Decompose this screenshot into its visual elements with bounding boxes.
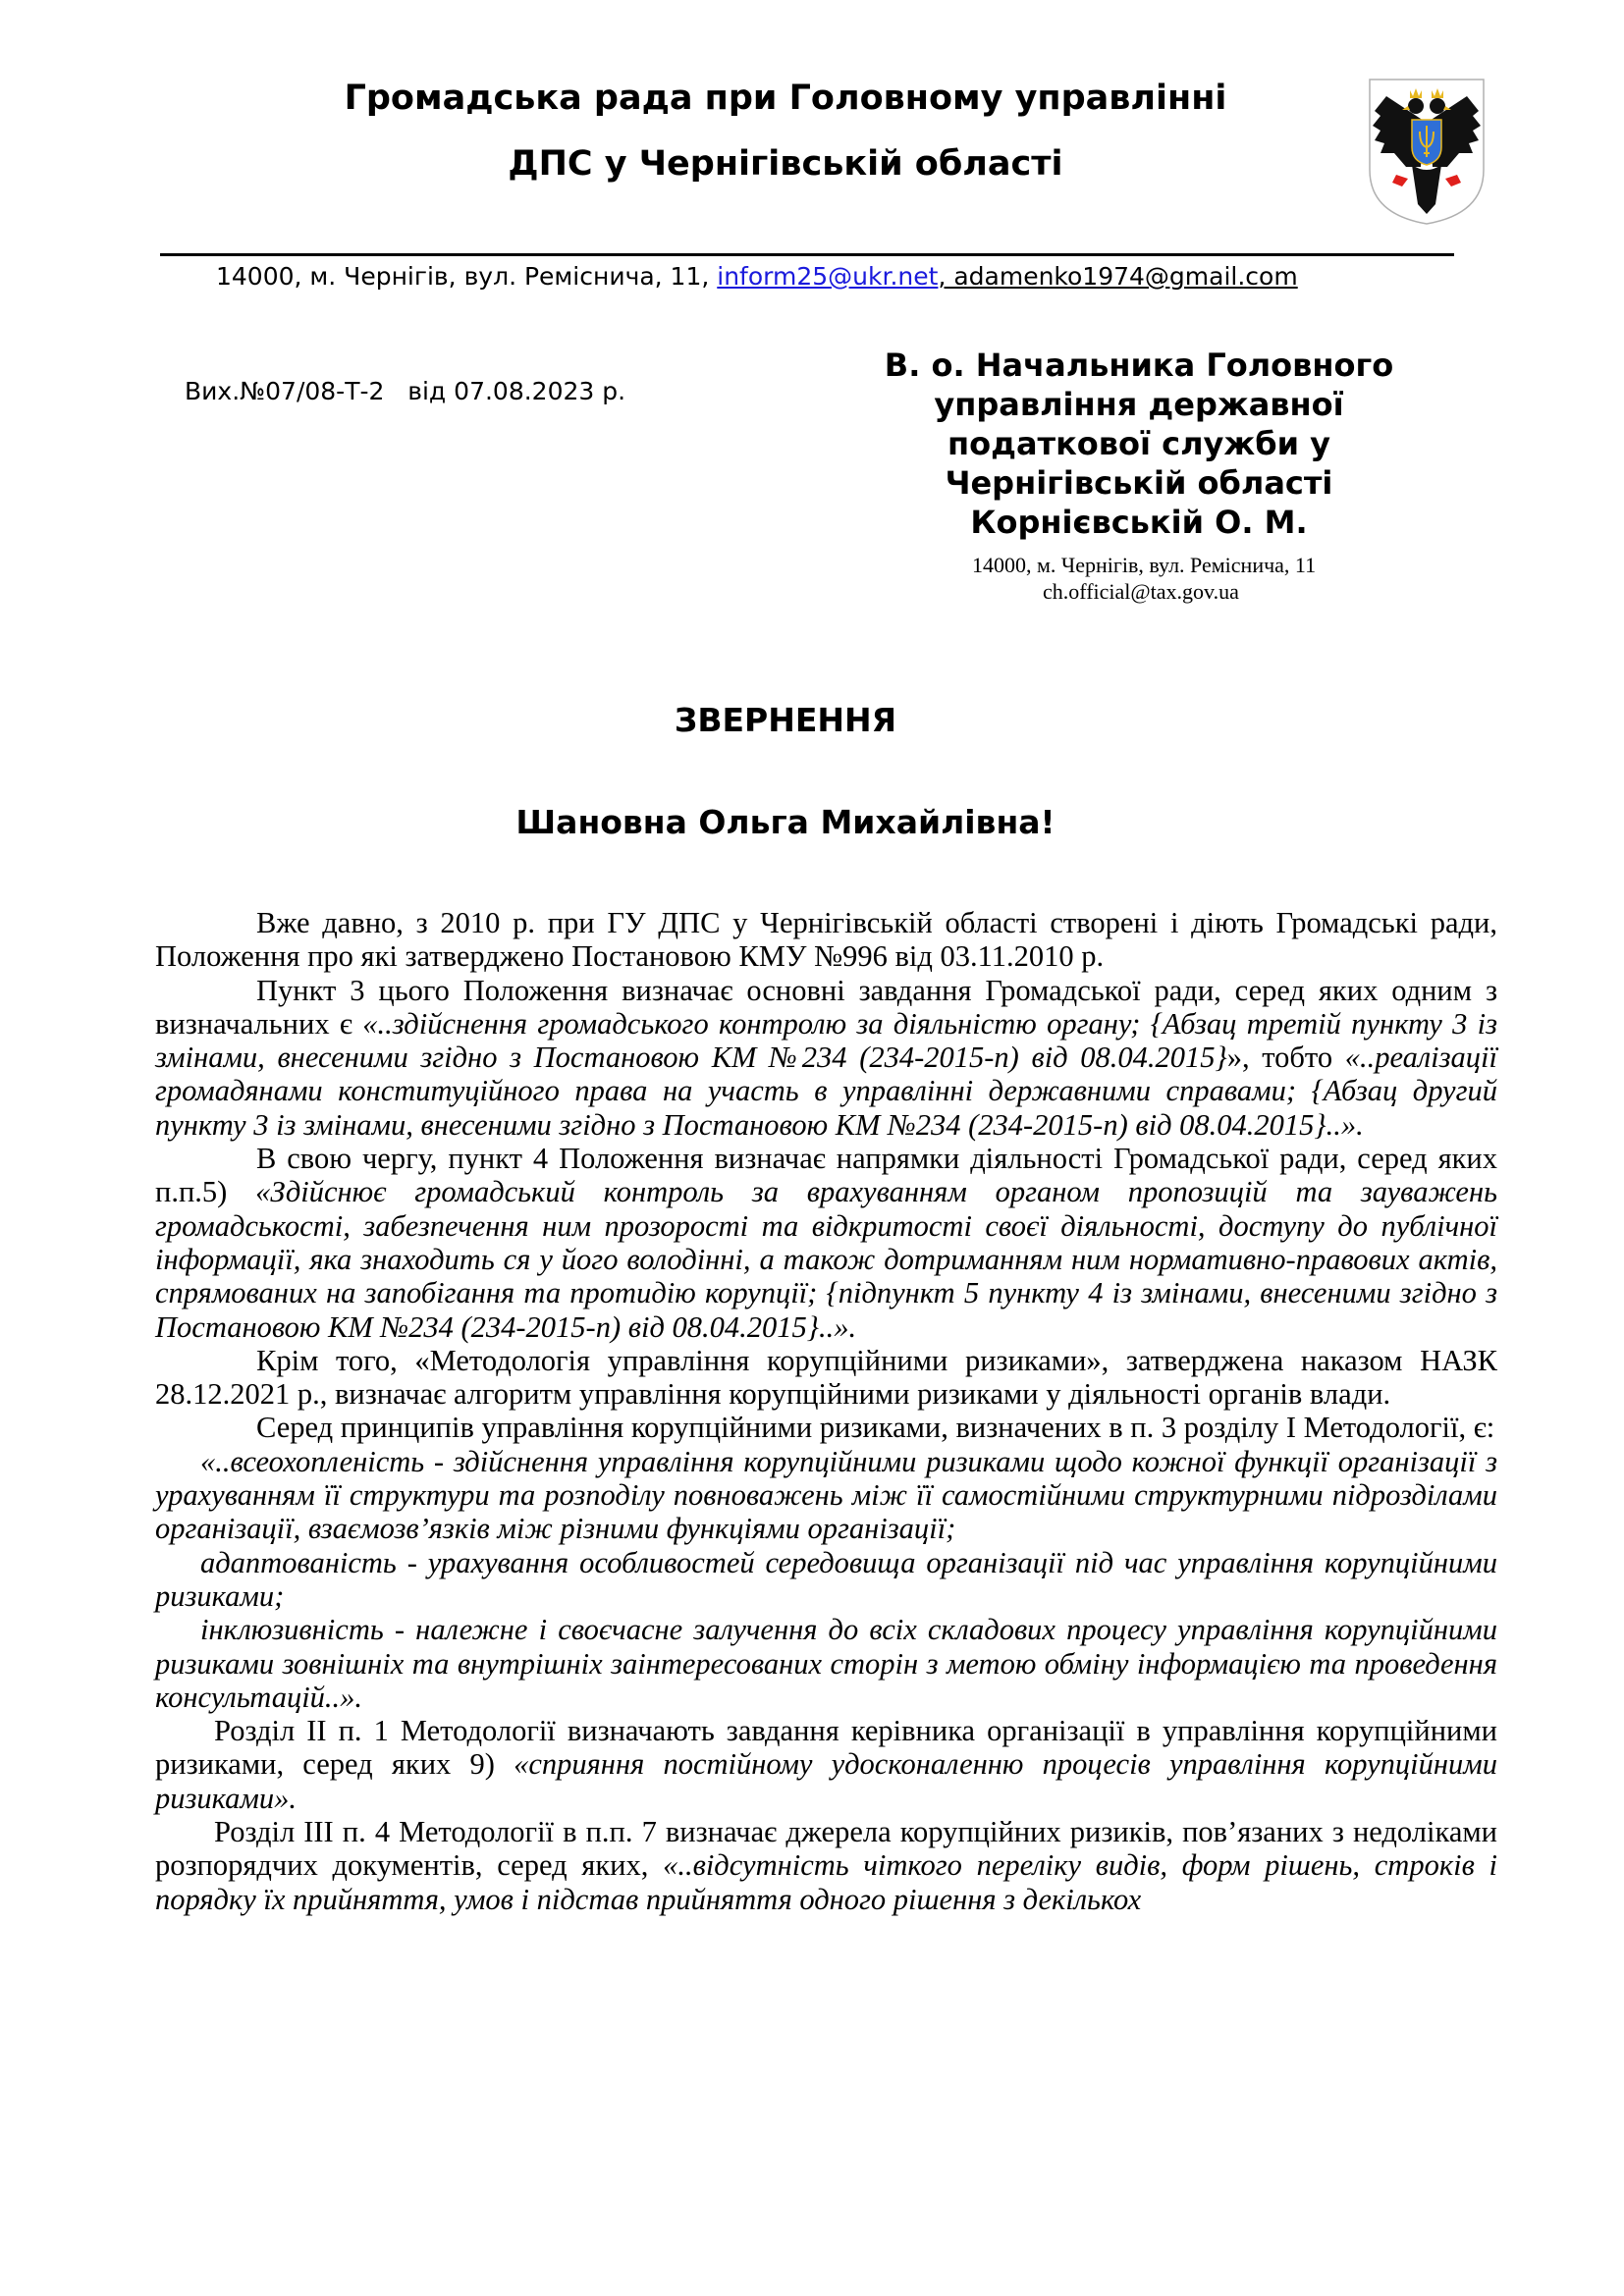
outgoing-reference: Вих.№07/08-Т-2 від 07.08.2023 р. bbox=[185, 377, 626, 405]
quote: «..відсутність чіткого переліку видів, форм рішень, строків і порядку їх прийняття, умов і підстав прийняття одного рішення з декількох bbox=[155, 1848, 1497, 1916]
quote-paragraph: «..всеохопленість - здійснення управління корупційними ризиками щодо кожної функції організації з урахуванням її структури та розподілу повноважень між її самостійними структурними підрозділами організації, взаємозв’язків між різними функціями організації; bbox=[155, 1444, 1497, 1546]
contact-address: 14000, м. Чернігів, вул. Реміснича, 11, bbox=[216, 262, 718, 291]
paragraph: Вже давно, з 2010 р. при ГУ ДПС у Чернігівській області створені і діють Громадські ради, Положення про які затверджено Постановою КМУ №996 від 03.11.2010 р. bbox=[155, 906, 1497, 974]
paragraph: Пункт 3 цього Положення визначає основні завдання Громадської ради, серед яких одним з визначальних є «..здійснення громадського контролю за діяльністю органу; {Абзац третій пункту 3 із змінами, внесеними згідно з Постановою КМ №234 (234-2015-п) від 08.04.2015}», тобто «..реалізації громадянами конституційного права на участь в управлінні державними справами; {Абзац другий пункту 3 із змінами, внесеними згідно з Постановою КМ №234 (234-2015-п) від 08.04.2015}..». bbox=[155, 973, 1498, 1142]
addressee-line: податкової служби у bbox=[947, 425, 1330, 462]
addressee-line: В. о. Начальника Головного bbox=[884, 347, 1394, 384]
addressee-email: ch.official@tax.gov.ua bbox=[1043, 579, 1239, 604]
organization-name-line2: ДПС у Чернігівській області bbox=[508, 144, 1063, 184]
salutation: Шановна Ольга Михайлівна! bbox=[515, 803, 1056, 841]
addressee-block bbox=[854, 346, 1424, 542]
quote: «сприяння постійному удосконаленню процесів управління корупційними ризиками». bbox=[155, 1747, 1497, 1815]
letter-body bbox=[155, 906, 1497, 1916]
paragraph: Розділ ІІІ п. 4 Методології в п.п. 7 визначає джерела корупційних ризиків, пов’язаних з недоліками розпорядчих документів, серед яких, «..відсутність чіткого переліку видів, форм рішень, строків і порядку їх прийняття, умов і підстав прийняття одного рішення з декількох bbox=[155, 1815, 1497, 1916]
quote: «..реалізації громадянами конституційного права на участь в управлінні державними справами; {Абзац другий пункту 3 із змінами, внесеними згідно з Постановою КМ №234 (234-2015-п) від 08.04.2015}..». bbox=[155, 1041, 1498, 1142]
addressee-line: управління державної bbox=[934, 386, 1344, 423]
quote: «Здійснює громадський контроль за врахуванням органом пропозицій та зауважень громадськості, забезпечення ним прозорості та відкритості своєї діяльності, доступу до публічної інформації, яка знаходить ся у його володінні, а також дотриманням ним нормативно-правових актів, спрямованих на запобігання та протидію корупції; {підпункт 5 пункту 4 із змінами, внесеними згідно з Постановою КМ №234 (234-2015-п) від 08.04.2015}..». bbox=[155, 1175, 1497, 1344]
quote: «..здійснення громадського контролю за діяльністю органу; {Абзац третій пункту 3 із змінами, внесеними згідно з Постановою КМ №234 (234-2015-п) від 08.04.2015} bbox=[155, 1006, 1498, 1075]
paragraph: Серед принципів управління корупційними ризиками, визначених в п. 3 розділу І Методології, є: bbox=[256, 1411, 1495, 1445]
addressee-line: Корнієвській О. М. bbox=[970, 504, 1308, 541]
contact-line bbox=[216, 261, 1298, 293]
organization-name-line1: Громадська рада при Головному управлінні bbox=[344, 79, 1227, 118]
email-link-inform25[interactable]: inform25@ukr.net bbox=[717, 262, 939, 291]
addressee-address: 14000, м. Чернігів, вул. Реміснича, 11 bbox=[972, 553, 1317, 577]
letterhead-divider bbox=[160, 253, 1454, 256]
document-title: ЗВЕРНЕННЯ bbox=[674, 701, 897, 739]
addressee-line: Чернігівській області bbox=[945, 464, 1333, 502]
email-link-adamenko[interactable]: , adamenko1974@gmail.com bbox=[938, 262, 1298, 291]
paragraph: В свою чергу, пункт 4 Положення визначає напрямки діяльності Громадської ради, серед яких п.п.5) «Здійснює громадський контроль за врахуванням органом пропозицій та зауважень громадськості, забезпечення ним прозорості та відкритості своєї діяльності, доступу до публічної інформації, яка знаходить ся у його володінні, а також дотриманням ним нормативно-правових актів, спрямованих на запобігання та протидію корупції; {підпункт 5 пункту 4 із змінами, внесеними згідно з Постановою КМ №234 (234-2015-п) від 08.04.2015}..». bbox=[155, 1142, 1497, 1344]
quote-paragraph: адаптованість - урахування особливостей середовища організації під час управління корупційними ризиками; bbox=[155, 1545, 1497, 1613]
paragraph: Розділ ІІ п. 1 Методології визначають завдання керівника організації в управління корупційними ризиками, серед яких 9) «сприяння постійному удосконаленню процесів управління корупційними ризиками». bbox=[155, 1714, 1497, 1815]
quote-paragraph: інклюзивність - належне і своєчасне залучення до всіх складових процесу управління корупційними ризиками зовнішніх та внутрішніх заінтересованих сторін з метою обміну інформацією та проведення консультацій..». bbox=[155, 1613, 1497, 1714]
chernihiv-coat-of-arms-icon bbox=[1367, 77, 1487, 226]
paragraph: Крім того, «Методологія управління корупційними ризиками», затверджена наказом НАЗК 28.12.2021 р., визначає алгоритм управління корупційними ризиками у діяльності органів влади. bbox=[155, 1343, 1497, 1412]
